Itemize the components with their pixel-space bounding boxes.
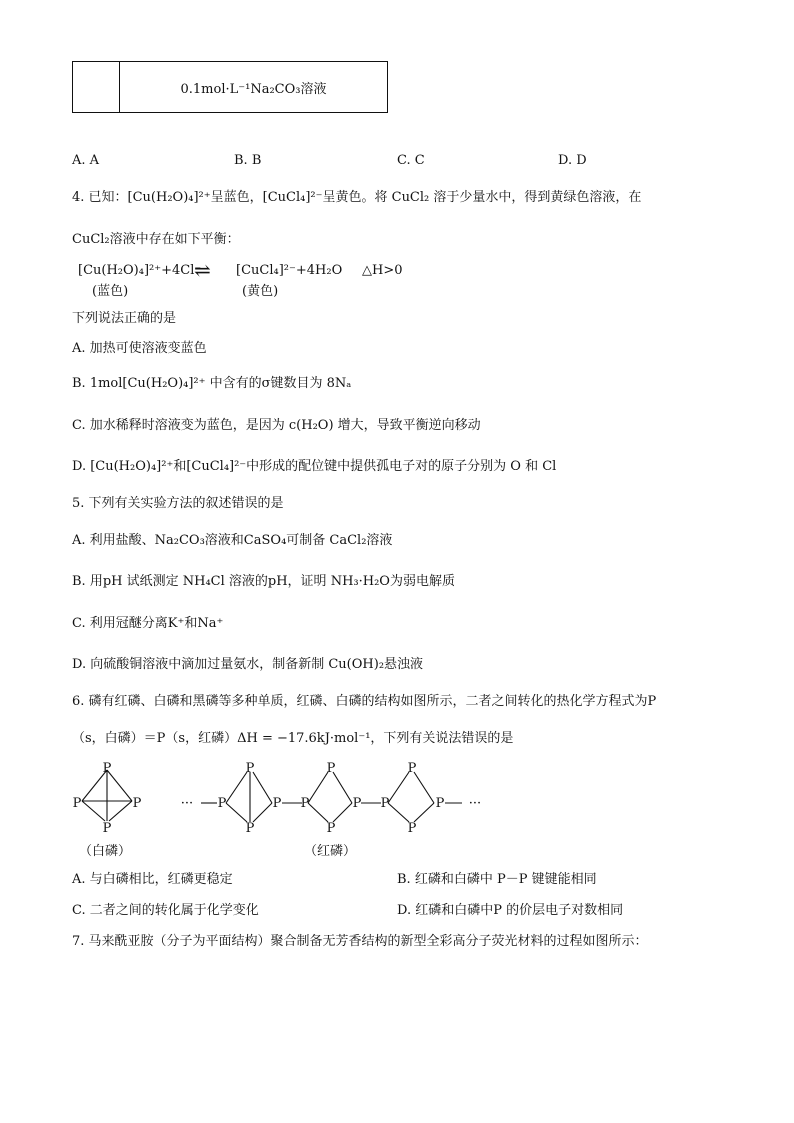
q5-stem: 5. 下列有关实验方法的叙述错误的是 — [72, 496, 284, 511]
red-p-atom: P — [300, 796, 310, 811]
answer-table — [72, 61, 388, 113]
red-p-atom: P — [380, 796, 390, 811]
q4-equilibrium-arrow: ⇌ — [194, 258, 211, 282]
q5-option-c: C. 利用冠醚分离K⁺和Na⁺ — [72, 616, 224, 631]
q4-option-b: B. 1mol[Cu(H₂O)₄]²⁺ 中含有的σ键数目为 8Nₐ — [72, 376, 352, 391]
q4-option-d: D. [Cu(H₂O)₄]²⁺和[CuCl₄]²⁻中形成的配位键中提供孤电子对的原子分别为 O 和 Cl — [72, 459, 557, 474]
red-p-atom: P — [217, 796, 227, 811]
q3-option-d: D. D — [558, 153, 587, 168]
q4-question: 下列说法正确的是 — [72, 311, 177, 326]
white-p-atom: P — [72, 796, 82, 811]
red-p-atom: P — [407, 821, 417, 836]
q4-stem-line2: CuCl₂溶液中存在如下平衡： — [72, 232, 240, 247]
q4-label-blue: (蓝色) — [92, 284, 129, 299]
q3-option-a: A. A — [72, 153, 100, 168]
red-ellipsis-left: ··· — [180, 796, 194, 811]
red-p-atom: P — [326, 821, 336, 836]
q6-stem-line1: 6. 磷有红磷、白磷和黑磷等多种单质，红磷、白磷的结构如图所示，二者之间转化的热化学方程式为P — [72, 694, 657, 709]
q3-option-b: B. B — [234, 153, 262, 168]
q4-option-c: C. 加水稀释时溶液变为蓝色，是因为 c(H₂O) 增大，导致平衡逆向移动 — [72, 418, 481, 433]
q6-option-d: D. 红磷和白磷中P 的价层电子对数相同 — [397, 903, 624, 918]
q5-option-b: B. 用pH 试纸测定 NH₄Cl 溶液的pH，证明 NH₃·H₂O为弱电解质 — [72, 574, 455, 589]
white-p-atom: P — [102, 821, 112, 836]
q4-stem-line1: 4. 已知：[Cu(H₂O)₄]²⁺呈蓝色，[CuCl₄]²⁻呈黄色。将 CuCl₂ 溶于少量水中，得到黄绿色溶液，在 — [72, 190, 642, 205]
q5-option-a: A. 利用盐酸、Na₂CO₃溶液和CaSO₄可制备 CaCl₂溶液 — [72, 533, 393, 548]
white-p-atom: P — [132, 796, 142, 811]
q4-equation-left: [Cu(H₂O)₄]²⁺+4Cl⁻ — [78, 263, 202, 278]
q4-enthalpy: △H>0 — [362, 263, 403, 278]
q6-option-c: C. 二者之间的转化属于化学变化 — [72, 903, 259, 918]
white-phosphorus-label: （白磷） — [78, 844, 132, 859]
red-ellipsis-right: ··· — [468, 796, 482, 811]
red-p-atom: P — [435, 796, 445, 811]
phosphorus-structures-figure — [60, 758, 500, 862]
q6-option-a: A. 与白磷相比，红磷更稳定 — [72, 872, 233, 887]
q4-equation-right: [CuCl₄]²⁻+4H₂O — [236, 263, 343, 278]
q3-option-c: C. C — [397, 153, 425, 168]
red-p-atom: P — [352, 796, 362, 811]
red-p-atom: P — [326, 761, 336, 776]
red-p-atom: P — [272, 796, 282, 811]
q5-option-d: D. 向硫酸铜溶液中滴加过量氨水，制备新制 Cu(OH)₂悬浊液 — [72, 657, 424, 672]
q7-stem: 7. 马来酰亚胺（分子为平面结构）聚合制备无芳香结构的新型全彩高分子荧光材料的过程如图所示： — [72, 934, 648, 949]
red-p-atom: P — [245, 761, 255, 776]
q4-option-a: A. 加热可使溶液变蓝色 — [72, 341, 207, 356]
white-p-atom: P — [102, 761, 112, 776]
q6-option-b: B. 红磷和白磷中 P－P 键键能相同 — [397, 872, 597, 887]
table-cell-text: 0.1mol·L⁻¹Na₂CO₃溶液 — [180, 81, 327, 97]
red-p-atom: P — [407, 761, 417, 776]
red-phosphorus-label: （红磷） — [303, 844, 357, 859]
q4-label-yellow: (黄色) — [242, 284, 279, 299]
q6-stem-line2: （s，白磷）＝P（s，红磷）ΔH = −17.6kJ·mol⁻¹，下列有关说法错误的是 — [72, 731, 514, 746]
red-p-atom: P — [245, 821, 255, 836]
